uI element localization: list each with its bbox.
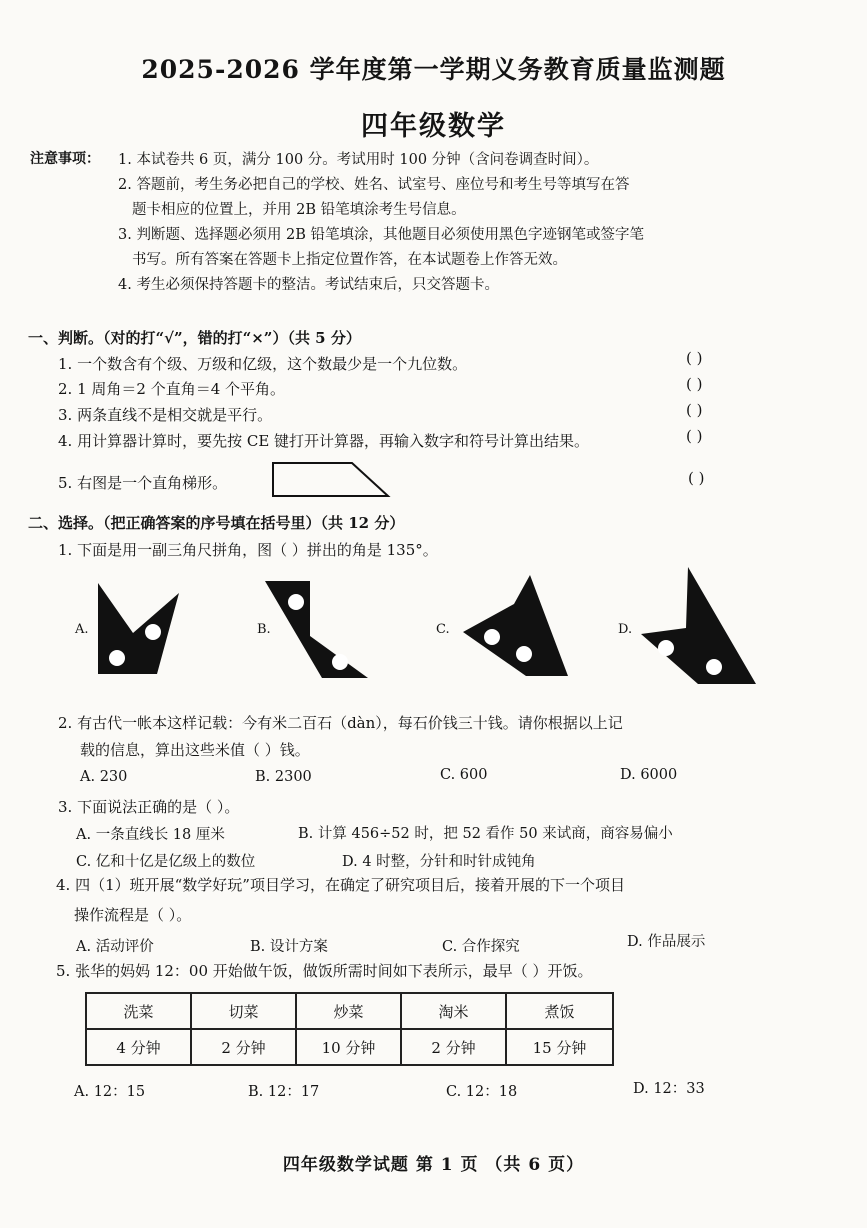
table-header-cell: 煮饭 [506,993,613,1029]
q5-option-b: B. 12：17 [248,1084,320,1100]
cooking-time-table [85,992,614,1066]
q1-label-b: B. [257,622,271,637]
q3-option-b: B. 计算 456÷52 时，把 52 看作 50 来试商，商容易偏小 [298,826,673,842]
note-line-4: 3. 判断题、选择题必须用 2B 铅笔填涂，其他题目必须使用黑色字迹钢笔或签字笔 [118,227,645,243]
note-line-3: 题卡相应的位置上，并用 2B 铅笔填涂考生号信息。 [132,202,466,218]
q3-option-a: A. 一条直线长 18 厘米 [76,827,225,843]
judge-answer-5[interactable]: ( ) [688,469,705,487]
q2-option-c: C. 600 [440,767,488,783]
note-line-2: 2. 答题前，考生务必把自己的学校、姓名、试室号、座位号和考生号等填写在答 [118,177,630,193]
judge-item-4: 4. 用计算器计算时，要先按 CE 键打开计算器，再输入数字和符号计算出结果。 [58,432,590,450]
table-header-cell: 炒菜 [296,993,401,1029]
table-cell: 15 分钟 [506,1029,613,1065]
judge-item-3: 3. 两条直线不是相交就是平行。 [58,406,273,424]
exam-title: 2025-2026 学年度第一学期义务教育质量监测题 [141,55,726,84]
table-cell: 4 分钟 [86,1029,191,1065]
set-square-figure-c [460,572,572,680]
notes-label: 注意事项： [30,151,100,167]
table-header-cell: 洗菜 [86,993,191,1029]
q4-option-d: D. 作品展示 [627,934,706,950]
q1-label-d: D. [618,622,633,637]
set-square-figure-d [638,564,760,688]
judge-item-1: 1. 一个数含有个级、万级和亿级，这个数最少是一个九位数。 [58,355,468,373]
q3-option-d: D. 4 时整，分针和时针成钝角 [342,854,536,870]
note-line-5: 书写。所有答案在答题卡上指定位置作答，在本试题卷上作答无效。 [132,252,567,268]
judge-answer-3[interactable]: ( ) [686,401,703,419]
exam-subtitle: 四年级数学 [361,111,506,142]
choice-q4-line2: 操作流程是（ ）。 [74,906,192,924]
choice-q4-line1: 4. 四（1）班开展“数学好玩”项目学习，在确定了研究项目后，接着开展的下一个项目 [56,876,625,894]
page-footer: 四年级数学试题 第 1 页 （共 6 页） [282,1155,585,1175]
note-line-6: 4. 考生必须保持答题卡的整洁。考试结束后，只交答题卡。 [118,277,499,293]
q1-label-a: A. [75,622,89,637]
choice-q5-text: 5. 张华的妈妈 12：00 开始做午饭，做饭所需时间如下表所示，最早（ ）开饭。 [56,962,593,980]
table-row [86,993,613,1029]
choice-q2-line1: 2. 有古代一帐本这样记载：今有米二百石（dàn），每石价钱三十钱。请你根据以上记 [58,714,623,732]
q5-option-d: D. 12：33 [633,1081,705,1097]
section2-heading: 二、选择。（把正确答案的序号填在括号里）（共 12 分） [28,514,405,532]
q4-option-a: A. 活动评价 [76,939,154,955]
note-line-1: 1. 本试卷共 6 页，满分 100 分。考试用时 100 分钟（含问卷调查时间）。 [118,152,599,168]
q5-option-a: A. 12：15 [74,1084,146,1100]
set-square-figure-b [262,578,372,684]
q1-label-c: C. [436,622,450,637]
q5-option-c: C. 12：18 [446,1084,518,1100]
set-square-figure-a [95,578,185,678]
table-header-cell: 淘米 [401,993,506,1029]
judge-answer-4[interactable]: ( ) [686,427,703,445]
judge-item-2: 2. 1 周角＝2 个直角＝4 个平角。 [58,380,286,398]
q3-option-c: C. 亿和十亿是亿级上的数位 [76,854,256,870]
judge-answer-1[interactable]: ( ) [686,349,703,367]
q2-option-d: D. 6000 [620,767,678,783]
table-cell: 2 分钟 [191,1029,296,1065]
table-row [86,1029,613,1065]
choice-q1-text: 1. 下面是用一副三角尺拼角，图（ ）拼出的角是 135°。 [58,541,438,559]
table-cell: 10 分钟 [296,1029,401,1065]
q2-option-b: B. 2300 [255,769,312,785]
trapezoid-figure [270,460,392,502]
q2-option-a: A. 230 [80,769,128,785]
section1-heading: 一、判断。（对的打“√”，错的打“×”）（共 5 分） [28,329,361,347]
judge-item-5: 5. 右图是一个直角梯形。 [58,474,228,492]
choice-q3-text: 3. 下面说法正确的是（ ）。 [58,798,240,816]
table-header-cell: 切菜 [191,993,296,1029]
table-cell: 2 分钟 [401,1029,506,1065]
choice-q2-line2: 载的信息，算出这些米值（ ）钱。 [80,741,310,759]
q4-option-b: B. 设计方案 [250,939,328,955]
judge-answer-2[interactable]: ( ) [686,375,703,393]
q4-option-c: C. 合作探究 [442,939,520,955]
